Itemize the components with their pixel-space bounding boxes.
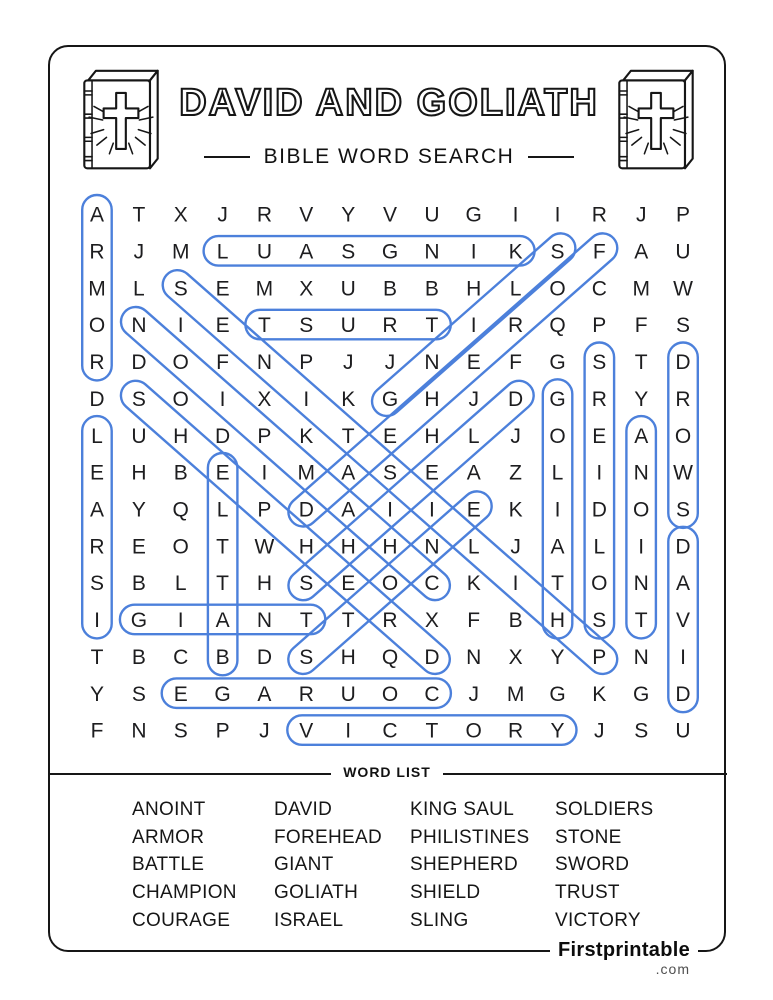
grid-letter: J [217,203,228,227]
grid-letter: S [299,645,314,669]
grid-letter: N [256,609,272,633]
grid-letter: P [592,314,607,338]
grid-letter: S [341,240,356,264]
grid-letter: K [341,387,356,411]
subtitle-dash-left [204,156,250,159]
grid-letter: Y [634,387,649,411]
grid-letter: D [298,498,314,522]
word-list-item: VICTORY [555,909,641,931]
grid-letter: R [298,682,314,706]
grid-letter: S [89,572,105,596]
grid-letter: I [554,203,561,227]
grid-letter: J [510,424,521,448]
grid-letter: K [508,498,523,522]
grid-letter: P [592,645,607,669]
grid-letter: S [131,387,146,411]
grid-letter: O [381,682,399,706]
bible-icon [72,64,170,176]
grid-letter: O [172,535,189,559]
grid-letter: T [216,572,230,596]
grid-letter: N [131,314,147,338]
grid-letter: N [131,719,147,743]
grid-letter: B [424,277,439,301]
grid-letter: E [382,424,398,448]
grid-letter: B [173,461,188,485]
grid-letter: V [299,203,314,227]
grid-letter: U [131,424,147,448]
grid-letter: G [549,387,566,411]
grid-letter: T [634,351,648,374]
found-word-capsule [668,343,698,528]
grid-letter: O [465,719,482,743]
grid-letter: M [171,240,190,264]
grid-letter: G [549,682,566,706]
grid-letter: N [424,240,440,264]
word-list-column [410,796,529,935]
grid-letter: I [219,387,226,411]
grid-letter: D [591,498,607,522]
grid-letter: I [261,461,268,485]
found-word-capsule [282,485,497,680]
word-list-item: ISRAEL [274,909,344,931]
grid-letter: A [466,461,481,485]
grid-letter: A [550,535,565,559]
grid-letter: U [340,314,356,338]
grid-letter: D [89,387,105,411]
found-word-capsule [282,375,539,607]
grid-letter: A [299,240,314,264]
grid-letter: L [174,572,187,596]
found-word-capsule [366,227,581,422]
grid-letter: X [508,645,523,669]
grid-letter: I [345,719,352,743]
grid-letter: N [633,645,649,669]
grid-letter: W [254,535,275,559]
grid-letter: I [303,387,310,411]
grid-letter: J [635,203,647,227]
grid-letter: H [424,387,440,411]
grid-letter: X [257,387,272,411]
grid-letter: D [508,387,524,411]
grid-letter: O [88,314,106,338]
bible-icon [607,64,705,176]
grid-letter: S [634,719,649,743]
word-list-column [274,796,382,935]
grid-letter: D [675,682,691,706]
page-title: DAVID AND GOLIATH [179,82,599,124]
grid-letter: Q [549,314,566,338]
grid-letter: G [465,203,482,227]
grid-letter: N [633,572,649,596]
grid-letter: S [173,719,188,743]
found-word-capsule [115,375,456,680]
grid-letter: G [381,387,399,411]
grid-letter: L [551,461,564,485]
grid-letter: U [675,719,691,743]
found-word-capsule [626,416,656,638]
grid-letter: O [591,572,608,596]
grid-letter: H [549,609,566,633]
grid-letter: H [424,424,440,448]
grid-letter: U [424,203,440,227]
grid-letter: X [424,609,439,633]
word-list-heading: WORD LIST [331,764,443,780]
word-list-item: DAVID [274,799,333,820]
grid-letter: T [299,609,313,633]
grid-letter: E [215,461,230,485]
grid-letter: Y [131,498,146,522]
grid-letter: P [257,498,272,522]
word-list-item: GIANT [274,854,334,876]
grid-letter: X [299,277,314,301]
grid-letter: K [592,682,607,706]
grid-letter: E [466,498,481,522]
grid-letter: O [172,351,189,374]
found-word-capsule [157,264,624,680]
grid-letter: D [424,645,440,669]
grid-letter: N [424,535,440,559]
grid-letter: S [592,351,607,374]
grid-letter: J [384,351,396,374]
grid-letter: L [467,424,480,448]
found-word-capsule [287,715,576,745]
grid-letter: E [173,682,188,706]
grid-letter: K [508,240,523,264]
grid-letter: I [387,498,393,522]
grid-letter: I [470,240,477,264]
grid-letter: H [131,461,147,485]
word-list-column [132,796,237,935]
grid-letter: Y [550,719,565,743]
grid-letter: L [216,240,229,264]
grid-letter: J [133,240,145,264]
word-list-item: FOREHEAD [274,826,382,848]
grid-letter: A [341,461,356,485]
brand-name: Firstprintable [558,939,690,961]
grid-letter: E [424,461,439,485]
grid-letter: K [299,424,314,448]
grid-letter: M [506,682,525,706]
found-word-capsule [282,227,623,532]
grid-letter: E [89,461,105,485]
grid-letter: R [89,351,105,374]
grid-letter: U [675,240,691,264]
found-word-capsule [245,310,450,340]
grid-letter: H [340,645,356,669]
grid-letter: B [215,645,230,669]
grid-letter: T [425,719,439,743]
word-list [50,796,728,946]
grid-letter: F [509,351,523,374]
grid-letter: X [173,203,188,227]
grid-letter: E [131,535,146,559]
grid-letter: F [216,351,230,374]
grid-letter: B [131,645,146,669]
subtitle-row [168,145,610,169]
grid-letter: Y [341,203,356,227]
grid-letter: D [675,535,691,559]
grid-letter: L [91,424,103,448]
word-list-item: SOLDIERS [555,799,654,820]
grid-letter: F [467,609,481,633]
grid-letter: J [510,535,521,559]
grid-letter: S [382,461,398,485]
grid-letter: I [512,572,519,596]
grid-letter: S [131,682,146,706]
grid-letter: U [340,277,356,301]
word-list-divider [48,764,727,793]
grid-letter: J [259,719,270,743]
grid-letter: F [634,314,648,338]
grid-letter: P [299,351,314,374]
found-word-capsule [585,343,615,639]
word-list-item: BATTLE [132,854,205,876]
grid-letter: C [173,645,189,669]
grid-letter: S [299,314,314,338]
grid-letter: V [675,609,691,633]
grid-letter: H [340,535,356,559]
grid-letter: T [551,572,564,596]
grid-letter: R [256,203,272,227]
puzzle-card [48,45,726,977]
grid-letter: F [90,719,104,743]
grid-letter: H [382,535,398,559]
grid-letter: K [466,572,481,596]
grid-letter: L [216,498,229,522]
word-list-item: ARMOR [132,826,205,848]
grid-letter: A [257,682,272,706]
grid-letter: H [256,572,272,596]
grid-letter: N [424,351,440,374]
grid-letter: D [131,351,147,374]
grid-letter: R [675,387,691,411]
grid-letter: S [173,277,188,301]
grid-letter: C [424,572,440,596]
grid-letter: M [632,277,650,301]
found-word-capsule [543,379,573,638]
brand-domain-suffix: .com [655,961,690,977]
word-list-item: KING SAUL [410,799,515,820]
grid-letter: T [341,609,355,633]
grid-letter: I [680,645,686,669]
grid-letter: C [382,719,398,743]
word-list-item: SHIELD [410,882,481,904]
word-list-item: SHEPHERD [410,854,518,876]
grid-letter: O [381,572,399,596]
grid-letter: W [673,277,693,301]
grid-letter: B [382,277,398,301]
grid-letter: T [257,314,271,338]
grid-letter: U [340,682,356,706]
grid-letter: I [177,314,184,338]
header [168,77,610,169]
grid-letter: R [382,314,398,338]
grid-letter: L [593,535,606,559]
grid-letter: R [591,203,607,227]
grid-letter: D [215,424,231,448]
grid-letter: Q [381,645,399,669]
grid-letter: S [592,609,607,633]
grid-letter: V [299,719,314,743]
grid-letter: B [508,609,523,633]
grid-letter: J [342,351,354,374]
grid-letter: L [133,277,145,301]
grid-letter: O [172,387,189,411]
grid-letter: Q [172,498,189,522]
grid-letter: H [298,535,314,559]
grid-letter: S [675,498,691,522]
found-word-capsule [82,416,112,638]
grid-letter: D [675,351,691,374]
grid-letter: T [425,314,439,338]
grid-letter: O [549,424,566,448]
grid-letter: C [591,277,607,301]
word-list-item: TRUST [555,882,620,904]
found-word-capsule [120,605,325,635]
found-word-capsule [204,236,535,266]
grid-letter: A [634,240,649,264]
brand-logo [550,938,698,977]
grid-letter: T [90,645,104,669]
grid-letter: G [214,682,231,706]
grid-letter: G [381,240,399,264]
found-word-capsule [668,527,698,712]
grid-letter: H [173,424,189,448]
grid-letter: E [341,572,356,596]
grid-letter: I [428,498,435,522]
grid-letter: I [596,461,603,485]
grid-letter: I [470,314,477,338]
grid-letter: A [341,498,356,522]
found-word-capsule [82,195,112,380]
grid-letter: N [256,351,272,374]
grid-letter: P [215,719,230,743]
word-list-item: ANOINT [132,799,206,820]
grid-letter: I [177,609,184,633]
grid-letter: L [509,277,522,301]
grid-letter: E [215,314,230,338]
grid-letter: W [673,461,693,485]
grid-letter: D [256,645,272,669]
word-list-item: PHILISTINES [410,826,530,848]
grid-letter: N [633,461,649,485]
grid-letter: J [594,719,605,743]
grid-letter: M [88,277,106,301]
grid-letter: H [466,277,482,301]
grid-letter: S [675,314,691,338]
grid-letter: I [512,203,519,227]
page-subtitle: BIBLE WORD SEARCH [263,145,515,168]
grid-letter: I [554,498,561,522]
grid-letter: G [633,682,650,706]
grid-letter: T [341,424,355,448]
grid-letter: R [89,535,105,559]
word-list-item: CHAMPION [132,882,237,904]
grid-letter: G [130,609,148,633]
grid-letter: P [257,424,272,448]
grid-letter: O [674,424,692,448]
grid-letter: T [634,609,648,633]
grid-letter: J [468,682,479,706]
grid-letter: T [216,535,230,559]
grid-letter: B [131,572,146,596]
grid-letter: O [633,498,650,522]
grid-letter: C [424,682,440,706]
grid-letter: A [634,424,649,448]
grid-letter: S [299,572,314,596]
grid-letter: I [94,609,100,633]
grid-letter: A [215,609,230,633]
grid-letter: R [508,314,524,338]
word-list-item: GOLIATH [274,882,359,904]
grid-letter: E [466,351,481,374]
grid-letter: Y [89,682,105,706]
grid-letter: T [132,203,146,227]
word-list-item: SLING [410,909,469,931]
grid-letter: E [215,277,230,301]
grid-letter: E [592,424,607,448]
grid-letter: G [549,351,566,374]
grid-letter: S [550,240,565,264]
word-list-item: COURAGE [132,909,231,931]
grid-letter: R [382,609,398,633]
grid-letter: J [468,387,479,411]
grid-letter: R [591,387,607,411]
word-list-column [555,796,654,935]
grid-letter: M [255,277,274,301]
grid-letter: Y [550,645,565,669]
grid-letter: N [466,645,482,669]
grid-letter: U [256,240,272,264]
found-word-capsule [208,453,238,675]
grid-letter: Z [509,461,523,485]
grid-letter: P [675,203,691,227]
grid-letter: O [549,277,566,301]
word-list-item: STONE [555,826,622,848]
grid-letter: R [89,240,105,264]
subtitle-dash-right [528,156,574,159]
found-word-capsule [115,301,456,606]
grid-letter: M [297,461,316,485]
grid-letter: A [89,203,105,227]
grid-letter: A [675,572,691,596]
found-word-capsule [162,678,451,708]
grid-letter: L [467,535,480,559]
word-list-item: SWORD [555,854,630,876]
grid-letter: R [508,719,524,743]
grid-letter: I [638,535,645,559]
grid-letter: V [382,203,398,227]
grid-letter: A [89,498,105,522]
grid-letter: F [592,240,606,264]
